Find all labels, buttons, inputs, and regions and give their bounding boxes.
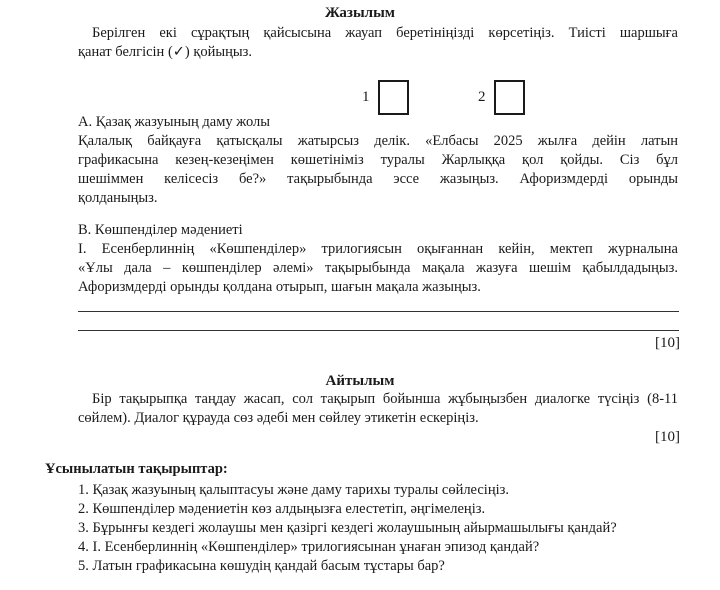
writing-title: Жазылым [324,5,396,21]
answer-line-2[interactable] [78,330,679,331]
option-a [78,113,678,208]
choice-1-checkbox[interactable] [378,80,409,115]
topic-item: 1. Қазақ жазуының қалыптасуы және даму тарихы туралы сөйлесіңіз. [78,482,509,498]
choice-2[interactable] [478,80,525,115]
topic-item: 3. Бұрынғы кездегі жолаушы мен қазіргі кездегі жолаушының айырмашылығы қандай? [78,520,617,536]
choice-1[interactable] [362,80,409,115]
choice-1-number: 1 [362,88,370,105]
option-a-line: графикасына кезең-кезеңімен көшетініміз туралы Жарлыққа қол қойды. Сіз бұл [78,152,678,168]
choice-2-number: 2 [478,88,486,105]
speaking-instruction-line-1: Бір тақырыпқа таңдау жасап, сол тақырып бойынша жұбыңызбен диалогке түсіңіз (8-11 [92,391,678,407]
speaking-instruction-line-2: сөйлем). Диалог құрауда сөз әдебі мен сөйлеу этикетін ескеріңіз. [78,410,479,426]
option-a-line: қолданыңыз. [78,190,158,206]
speaking-instruction [78,390,678,428]
topics-list [78,481,698,576]
topic-item: 5. Латын графикасына көшудің қандай басым тұстары бар? [78,558,445,574]
option-b-title: B. Көшпенділер мәдениеті [78,222,243,238]
option-b-line: І. Есенберлиннің «Көшпенділер» трилогиясын оқығаннан кейін, мектеп журналына [78,241,678,257]
topic-item: 4. І. Есенберлиннің «Көшпенділер» трилогиясынан ұнаған эпизод қандай? [78,539,540,555]
speaking-title: Айтылым [325,373,395,389]
topics-title: Ұсынылатын тақырыптар: [45,461,228,477]
writing-instruction-line-2: қанат белгісін (✓) қойыңыз. [78,44,253,60]
topic-item: 2. Көшпенділер мәдениетін көз алдыңызға елестетіп, әңгімелеңіз. [78,501,486,517]
writing-score: [10] [655,335,680,351]
option-a-line: шешіммен келісесіз бе?» тақырыбында эссе жазыңыз. Афоризмдерді орынды [78,171,678,187]
writing-instruction-line-1: Берілген екі сұрақтың қайсысына жауап беретініңізді көрсетіңіз. Тиісті шаршыға [92,25,678,41]
answer-line-1[interactable] [78,311,679,312]
option-b-line: Афоризмдерді орынды қолдана отырып, шағын мақала жазыңыз. [78,279,481,295]
choice-2-checkbox[interactable] [494,80,525,115]
writing-instruction [78,24,678,62]
option-a-line: Қалалық байқауға қатысқалы жатырсыз делік. «Елбасы 2025 жылға дейін латын [78,133,678,149]
option-b-line: «Ұлы дала – көшпенділер әлемі» тақырыбында мақала жазуға шешім қабылдадыңыз. [78,260,678,276]
speaking-score: [10] [655,429,680,445]
option-a-title: A. Қазақ жазуының даму жолы [78,114,270,130]
option-b [78,221,678,297]
